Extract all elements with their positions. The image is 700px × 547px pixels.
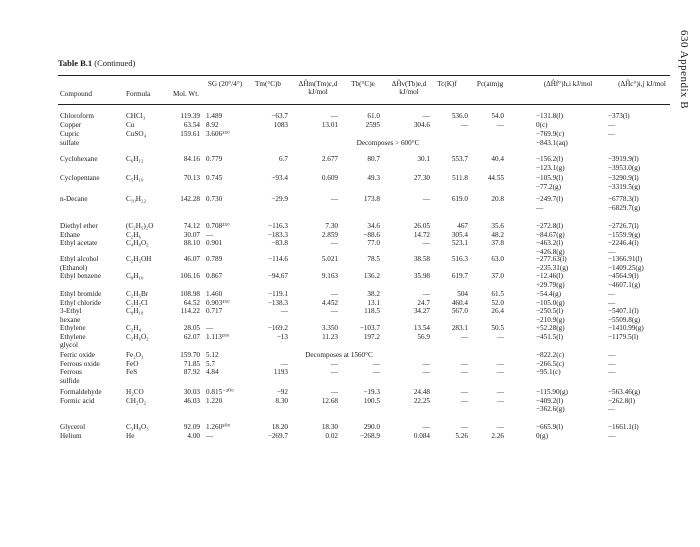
spanning-note: Decomposes at 1560°C	[305, 351, 373, 359]
table-cell: Ethyl bromide Ethyl chloride 3-Ethyl hexane	[60, 290, 102, 324]
column-header: ΔĤm(Tm)c,d kJ/mol	[298, 80, 338, 96]
table-cell: −119.1 −138.3 —	[267, 290, 288, 316]
table-cell: 63.0 37.0	[491, 255, 504, 281]
table-cell: — 2.26	[491, 423, 504, 440]
table-cell: 467 305.4 523.1	[451, 222, 468, 248]
table-cell: 1.460 0.903¹⁵° 0.717	[206, 290, 230, 316]
table-cell: −3919.9(l) −3953.0(g)	[608, 155, 641, 172]
table-cell: −1366.91(l) −1409.25(g) −4564.9(l) −4607.1(g)	[608, 255, 644, 289]
table-cell: −93.4	[271, 174, 288, 182]
caption-suffix: (Continued)	[92, 58, 136, 68]
table-cell: H₂CO CH₂O₂	[126, 388, 147, 405]
table-cell: —	[496, 121, 504, 129]
table-cell: 8.92	[206, 121, 219, 129]
table-cell: n-Decane	[60, 195, 88, 203]
table-cell: 13.54 56.9	[413, 324, 430, 341]
table-cell: 6.7	[279, 155, 288, 163]
table-cell: 0.789 0.867	[206, 255, 223, 281]
table-cell: 50.5 —	[491, 324, 504, 341]
table-cell: — — −5407.1(l) −5509.8(g)	[608, 290, 641, 324]
table-cell: 20.8	[491, 195, 504, 203]
table-cell: 516.3 619.7	[451, 255, 468, 281]
column-header: Tc(K)f	[437, 80, 457, 88]
table-cell: —	[422, 112, 430, 120]
table-cell: Ethylene Ethylene glycol	[60, 324, 86, 350]
table-cell: 3.606¹⁵°	[206, 130, 230, 138]
table-cell: — 12.68	[321, 388, 338, 405]
table-cell: −769.9(c) −843.1(aq)	[536, 130, 568, 147]
table-cell: 0.730	[206, 195, 223, 203]
table-cell: — —	[460, 359, 468, 377]
table-cell: 1083	[273, 121, 288, 129]
table-cell: −114.6 −94.67	[267, 255, 288, 281]
table-cell: 173.8	[363, 195, 380, 203]
table-cell: 0.779	[206, 155, 223, 163]
table-cell: −54.4(g) −105.0(g) −250.5(l) −210.9(g)	[536, 290, 565, 324]
column-header: Tb(°C)e	[351, 80, 375, 88]
table-cell: 0.708²⁵° — 0.901	[206, 222, 230, 248]
table-cell: 70.13	[183, 174, 200, 182]
table-cell: 0(c)	[536, 121, 548, 129]
table-cell: —	[460, 121, 468, 129]
table-cell: — 1193	[273, 359, 288, 377]
table-cell: — 24.7 34.27	[413, 290, 430, 316]
table-cell: 3.350 11.23	[321, 324, 338, 341]
table-cell: 504 460.4 567.0	[451, 290, 468, 316]
table-cell: Ferric oxide Ferrous oxide Ferrous sulfide	[60, 351, 100, 385]
table-cell: C₆H₁₂	[126, 155, 144, 163]
table-cell: Glycerol Helium	[60, 423, 86, 440]
table-cell: −277.63(l) −235.31(g) −12.46(l) +29.79(g)	[536, 255, 569, 289]
table-cell: 34.6 −88.6 77.0	[363, 222, 380, 248]
table-cell: 46.07 106.16	[180, 255, 200, 281]
table-cell: — —	[372, 359, 380, 377]
table-cell: C₂H₅OH C₈H₁₀	[126, 255, 152, 281]
table-cell: — —	[460, 388, 468, 405]
table-cell: — —	[496, 388, 504, 405]
table-cell: −131.8(l)	[536, 112, 564, 120]
table-cell: Cyclohexane	[60, 155, 98, 163]
table-cell: +52.28(g) −451.5(l)	[536, 324, 565, 341]
table-cell: 84.16	[183, 155, 200, 163]
running-head: 630 Appendix B	[678, 30, 690, 110]
table-cell: C₂H₅Br C₂H₅Cl C₈H₁₈	[126, 290, 149, 316]
table-cell: —	[422, 195, 430, 203]
table-cell: — — —	[608, 351, 616, 377]
table-cell: −665.9(l) 0(g)	[536, 423, 564, 440]
table-cell: 92.09 4.00	[183, 423, 200, 440]
table-cell: —	[608, 121, 616, 129]
table-cell: −822.2(c) −266.5(c) −95.1(c)	[536, 351, 565, 377]
table-cell: Cupric sulfate	[60, 130, 80, 147]
table-cell: 1.489	[206, 112, 223, 120]
table-cell: −1661.1(l) —	[608, 423, 639, 440]
table-cell: 61.5 52.0 26.4	[491, 290, 504, 316]
table-cell: −29.9	[271, 195, 288, 203]
table-cell: — 4.452 —	[321, 290, 338, 316]
table-cell: 536.0	[451, 112, 468, 120]
table-cell: C₃H₈O₃ He	[126, 423, 149, 440]
table-cell: −272.8(l) −84.67(g) −463.2(l) −426.8(g)	[536, 222, 565, 256]
table-cell: −116.3 −183.3 −83.8	[267, 222, 288, 248]
table-cell: 142.28	[180, 195, 200, 203]
column-header: Mol. Wt.	[172, 90, 200, 98]
table-cell: −19.3 100.5	[363, 388, 380, 405]
table-cell: −63.7	[271, 112, 288, 120]
table-cell: 2595	[365, 121, 380, 129]
table-cell: —	[330, 195, 338, 203]
table-cell: −105.9(l) −77.2(g)	[536, 174, 564, 191]
table-cell: −92 8.30	[275, 388, 288, 405]
table-cell: CuSO₄	[126, 130, 147, 138]
table-cell: 18.30 0.02	[321, 423, 338, 440]
table-cell: 54.0	[491, 112, 504, 120]
table-cell: 13.01	[321, 121, 338, 129]
table-cell: 74.12 30.07 88.10	[183, 222, 200, 248]
table-cell: −156.2(l) −123.1(g)	[536, 155, 565, 172]
table-cell: —	[608, 130, 616, 138]
spanning-note: Decomposes > 600°C	[356, 139, 420, 147]
table-cell: C₂H₄ C₂H₆O₂	[126, 324, 149, 341]
table-cell: 511.8	[452, 174, 468, 182]
table-cell: (C₂H₅)₂O C₂H₆ C₄H₈O₂	[126, 222, 154, 248]
table-cell: 159.70 71.85 87.92	[180, 351, 200, 377]
table-cell: 26.05 14.72 —	[413, 222, 430, 248]
column-header: Formula	[126, 90, 151, 98]
table-cell: — 1.113¹⁹°	[206, 324, 230, 341]
column-header: (ΔĤf°)h,i kJ/mol	[543, 80, 593, 88]
table-cell: 2.677	[321, 155, 338, 163]
table-cell: 63.54	[183, 121, 200, 129]
table-cell: — —	[422, 359, 430, 377]
column-header: Tm(°C)b	[254, 80, 282, 88]
table-cell: 7.30 2.859 —	[321, 222, 338, 248]
table-cell: 40.4	[491, 155, 504, 163]
table-cell: 5.021 9.163	[321, 255, 338, 281]
table-cell: Formaldehyde Formic acid	[60, 388, 102, 405]
table-cell: 1.260⁵⁰° —	[206, 423, 231, 440]
table-cell: −249.7(l) —	[536, 195, 564, 212]
table-cell: 49.3	[367, 174, 380, 182]
table-cell: 283.1 —	[451, 324, 468, 341]
table-cell: 18.20 −269.7	[267, 423, 288, 440]
table-cell: 38.58 35.98	[413, 255, 430, 281]
table-cell: 30.1	[417, 155, 430, 163]
table-cell: Copper	[60, 121, 82, 129]
table-cell: −2726.7(l) −1559.9(g) −2246.4(l) —	[608, 222, 641, 256]
table-cell: 80.7	[367, 155, 380, 163]
table-cell: 553.7	[451, 155, 468, 163]
table-cell: 5.12 5.7 4.84	[206, 351, 219, 377]
table-cell: 28.05 62.07	[183, 324, 200, 341]
table-cell: C₁₀H₂₂	[126, 195, 147, 203]
table-cell: — —	[330, 359, 338, 377]
table-cell: CHCl₃	[126, 112, 146, 120]
column-header: ΔĤv(Tb)e,d kJ/mol	[391, 80, 427, 96]
table-cell: 78.5 136.2	[363, 255, 380, 281]
table-cell: 304.6	[413, 121, 430, 129]
table-cell: Chloroform	[60, 112, 94, 120]
column-header: SG (20°/4°)	[207, 80, 243, 88]
table-cell: Diethyl ether Ethane Ethyl acetate	[60, 222, 98, 248]
table-cell: Cyclopentane	[60, 174, 100, 182]
table-cell: −6778.3(l) −6829.7(g)	[608, 195, 641, 212]
column-header: Pc(atm)g	[476, 80, 504, 88]
table-cell: 27.30	[413, 174, 430, 182]
table-cell: 619.0	[451, 195, 468, 203]
table-cell: 290.0 −268.9	[359, 423, 380, 440]
caption-label: Table B.1	[58, 58, 93, 68]
table-cell: — 5.26	[455, 423, 468, 440]
table-cell: 0.609	[321, 174, 338, 182]
header-rule	[58, 104, 670, 105]
table-cell: — —	[496, 359, 504, 377]
table-cell: —	[330, 112, 338, 120]
table-cell: C₅H₁₀	[126, 174, 144, 182]
top-rule	[58, 75, 670, 76]
table-cell: — 0.084	[413, 423, 430, 440]
table-cell: Ethyl alcohol (Ethanol) Ethyl benzene	[60, 255, 101, 281]
table-cell: 119.39	[180, 112, 200, 120]
table-cell: Cu	[126, 121, 135, 129]
table-cell: 108.98 64.52 114.22	[180, 290, 200, 316]
table-cell: 30.03 46.03	[183, 388, 200, 405]
table-cell: −115.90(g) −409.2(l) −362.6(g)	[536, 388, 568, 414]
table-cell: −169.2 −13	[267, 324, 288, 341]
table-cell: 38.2 13.1 118.5	[364, 290, 380, 316]
table-caption	[58, 58, 135, 68]
table-cell: −1410.99(g) −1179.5(l)	[608, 324, 644, 341]
table-cell: 0.745	[206, 174, 223, 182]
table-cell: 35.6 48.2 37.8	[491, 222, 504, 248]
column-header: (ΔĤc°)i,j kJ/mol	[618, 80, 666, 88]
table-cell: Fe₂O₃ FeO FeS	[126, 351, 144, 377]
table-cell: 61.0	[367, 112, 380, 120]
table-cell: −373(l)	[608, 112, 630, 120]
table-cell: 159.61	[180, 130, 200, 138]
table-cell: −3290.9(l) −3319.5(g)	[608, 174, 641, 191]
table-cell: 0.815⁻²⁰° 1.220	[206, 388, 234, 405]
table-cell: −103.7 197.2	[359, 324, 380, 341]
table-cell: 24.48 22.25	[413, 388, 430, 405]
table-cell: 44.55	[487, 174, 504, 182]
table-cell: −563.46(g) −262.8(l) —	[608, 388, 641, 414]
column-header: Compound	[60, 90, 92, 98]
